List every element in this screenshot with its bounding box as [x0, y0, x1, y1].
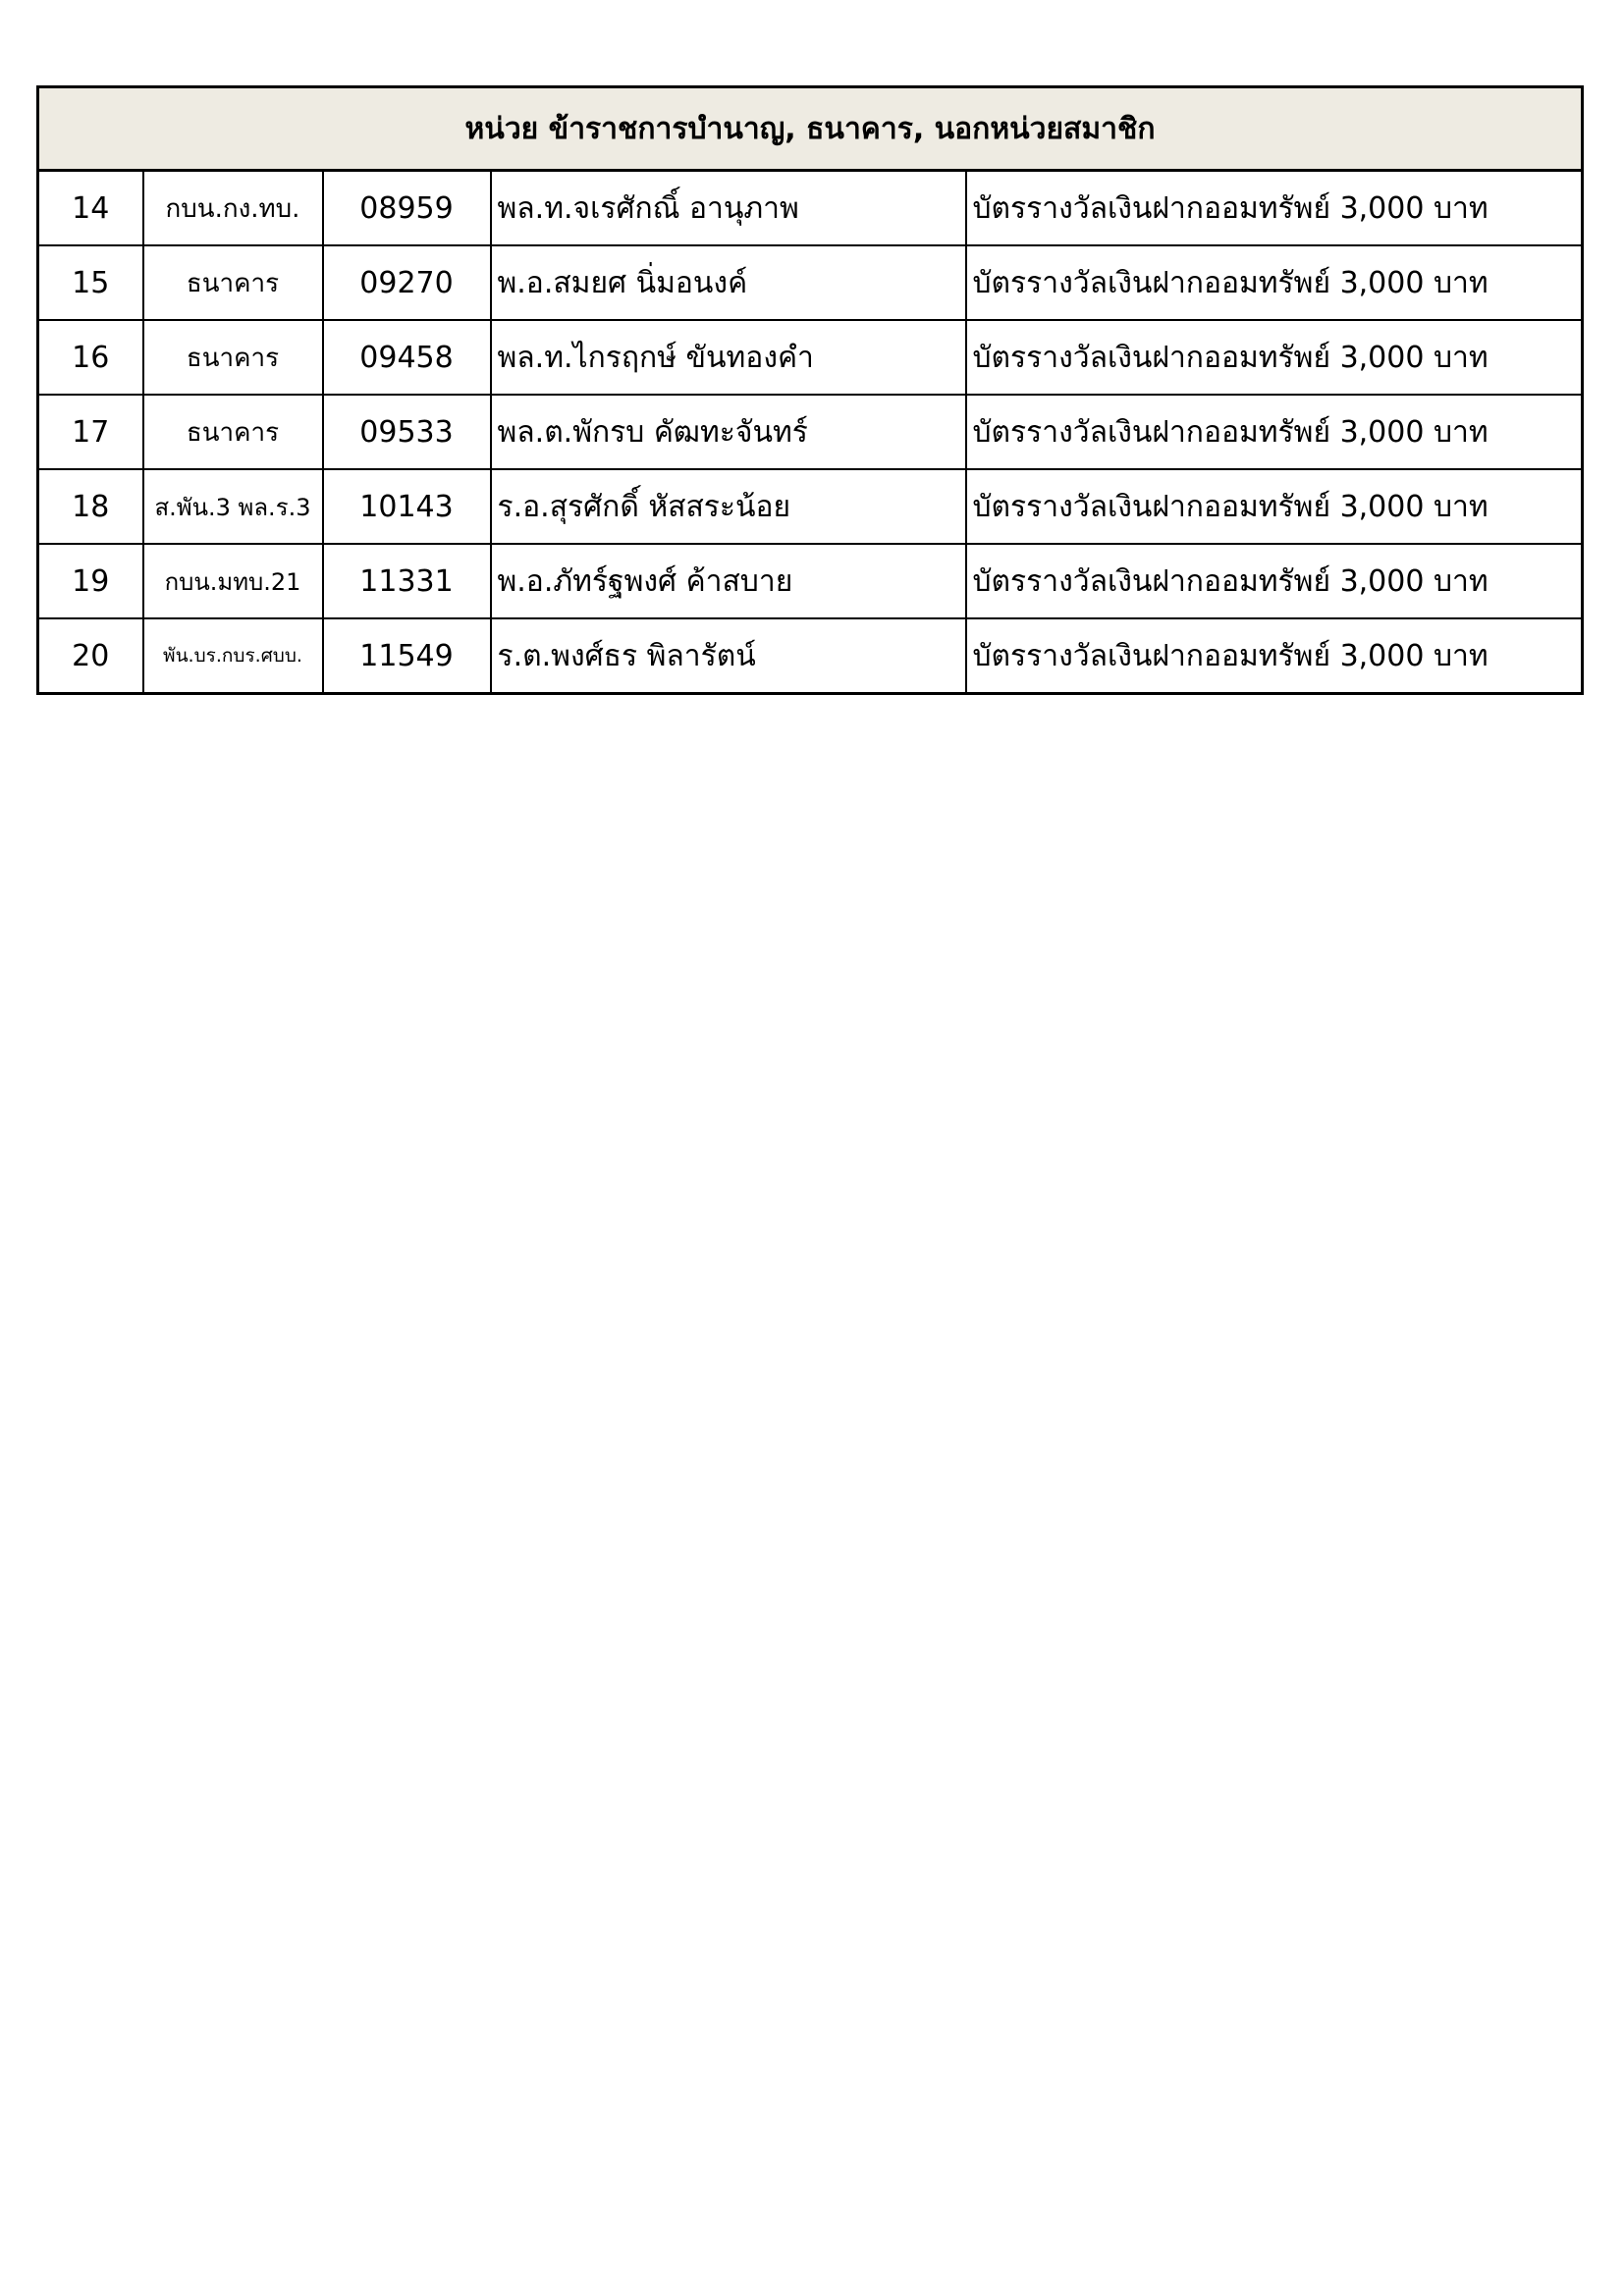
- table-row: [38, 320, 1583, 395]
- row-number: 15: [38, 245, 143, 320]
- row-number: 14: [38, 171, 143, 246]
- table-row: [38, 469, 1583, 544]
- prize-cell: บัตรรางวัลเงินฝากออมทรัพย์ 3,000 บาท: [966, 618, 1583, 694]
- prize-cell: บัตรรางวัลเงินฝากออมทรัพย์ 3,000 บาท: [966, 469, 1583, 544]
- name-cell: พ.อ.สมยศ นิ่มอนงค์: [491, 245, 966, 320]
- unit-cell: พัน.บร.กบร.ศบบ.: [143, 618, 323, 694]
- member-id-cell: 09458: [323, 320, 491, 395]
- member-id-cell: 09270: [323, 245, 491, 320]
- table-row: [38, 544, 1583, 618]
- row-number: 19: [38, 544, 143, 618]
- member-id-cell: 09533: [323, 395, 491, 469]
- member-id-cell: 11549: [323, 618, 491, 694]
- table-row: [38, 171, 1583, 246]
- unit-cell: ธนาคาร: [143, 245, 323, 320]
- table-header-row: [38, 87, 1583, 171]
- table-row: [38, 618, 1583, 694]
- unit-cell: กบน.มทบ.21: [143, 544, 323, 618]
- name-cell: พล.ต.พักรบ คัฒทะจันทร์: [491, 395, 966, 469]
- table-row: [38, 245, 1583, 320]
- member-id-cell: 08959: [323, 171, 491, 246]
- member-id-cell: 10143: [323, 469, 491, 544]
- table-header: หน่วย ข้าราชการบำนาญ, ธนาคาร, นอกหน่วยสมาชิก: [38, 87, 1583, 171]
- row-number: 20: [38, 618, 143, 694]
- prize-cell: บัตรรางวัลเงินฝากออมทรัพย์ 3,000 บาท: [966, 395, 1583, 469]
- prize-cell: บัตรรางวัลเงินฝากออมทรัพย์ 3,000 บาท: [966, 245, 1583, 320]
- unit-cell: ธนาคาร: [143, 395, 323, 469]
- row-number: 17: [38, 395, 143, 469]
- name-cell: ร.อ.สุรศักดิ์ หัสสระน้อย: [491, 469, 966, 544]
- prize-cell: บัตรรางวัลเงินฝากออมทรัพย์ 3,000 บาท: [966, 544, 1583, 618]
- unit-cell: กบน.กง.ทบ.: [143, 171, 323, 246]
- prize-table: [36, 85, 1584, 695]
- name-cell: พล.ท.จเรศักณิ์ อานุภาพ: [491, 171, 966, 246]
- prize-cell: บัตรรางวัลเงินฝากออมทรัพย์ 3,000 บาท: [966, 320, 1583, 395]
- unit-cell: ส.พัน.3 พล.ร.3: [143, 469, 323, 544]
- row-number: 18: [38, 469, 143, 544]
- member-id-cell: 11331: [323, 544, 491, 618]
- name-cell: พ.อ.ภัทร์ฐพงศ์ ค้าสบาย: [491, 544, 966, 618]
- unit-cell: ธนาคาร: [143, 320, 323, 395]
- table-row: [38, 395, 1583, 469]
- row-number: 16: [38, 320, 143, 395]
- name-cell: พล.ท.ไกรฤกษ์ ขันทองคำ: [491, 320, 966, 395]
- name-cell: ร.ต.พงศ์ธร พิลารัตน์: [491, 618, 966, 694]
- prize-cell: บัตรรางวัลเงินฝากออมทรัพย์ 3,000 บาท: [966, 171, 1583, 246]
